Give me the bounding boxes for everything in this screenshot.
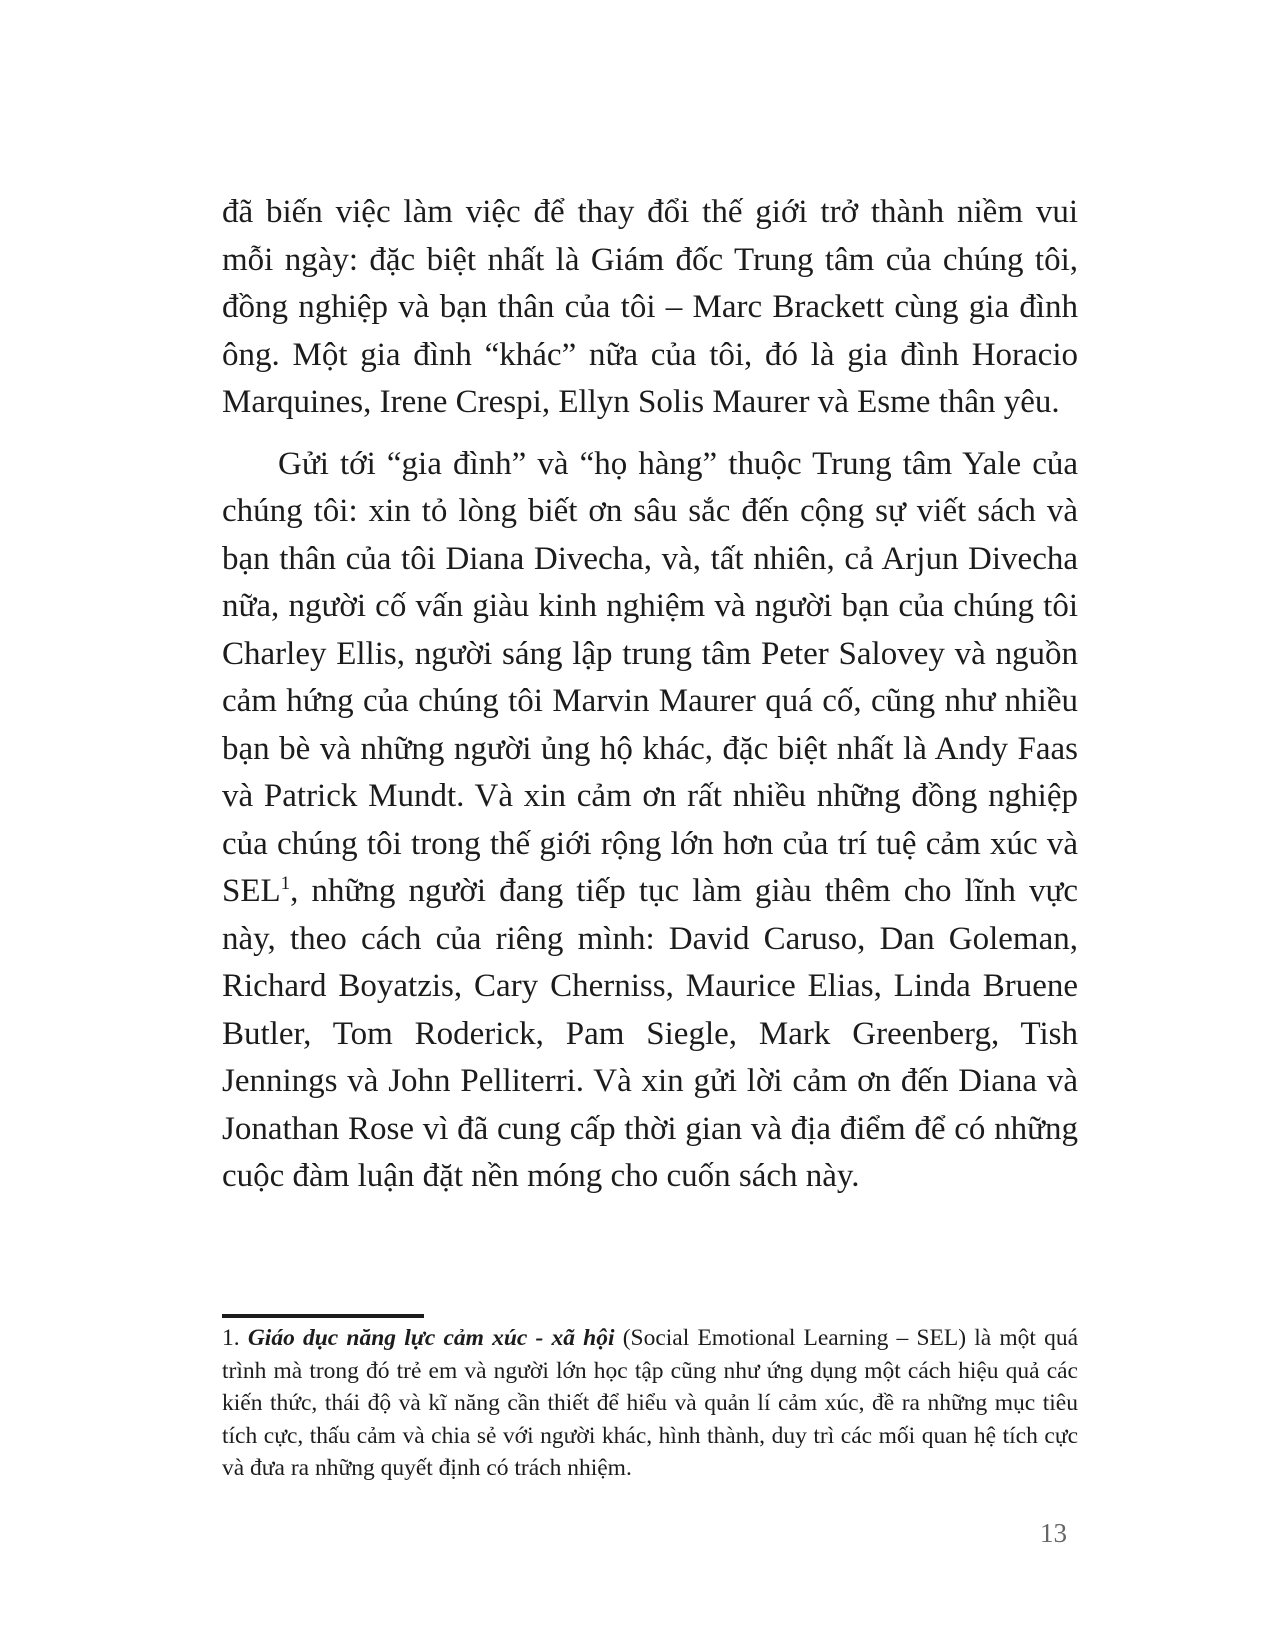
paragraph-2-text-end: , những người đang tiếp tục làm giàu thêm cho lĩnh vực này, theo cách của riêng mình: David Caruso, Dan Goleman, Richard Boyatzis, Cary Cherniss, Maurice Elias, Linda Bruene Butler, Tom Roderick, Pam Siegle, Mark Greenberg, Tish Jennings và John Pelliterri. Và xin gửi lời cảm ơn đến Diana và Jonathan Rose vì đã cung cấp thời gian và địa điểm để có những cuộc đàm luận đặt nền móng cho cuốn sách này.: [222, 873, 1078, 1194]
footnote-reference: 1: [280, 873, 291, 894]
paragraph: [222, 189, 1078, 427]
main-text: [222, 189, 1078, 1201]
footnote-term: Giáo dục năng lực cảm xúc - xã hội: [247, 1325, 615, 1351]
footnote-number: 1.: [222, 1325, 240, 1351]
footnote: [222, 1322, 1078, 1485]
footnote-text: (Social Emotional Learning – SEL) là một quá trình mà trong đó trẻ em và người lớn học tập cũng như ứng dụng một cách hiệu quả các kiến thức, thái độ và kĩ năng cần thiết để hiểu và quản lí cảm xúc, đề ra những mục tiêu tích cực, thấu cảm và chia sẻ với người khác, hình thành, duy trì các mối quan hệ tích cực và đưa ra những quyết định có trách nhiệm.: [222, 1325, 1079, 1481]
paragraph-2-text-start: Gửi tới “gia đình” và “họ hàng” thuộc Trung tâm Yale của chúng tôi: xin tỏ lòng biết ơn sâu sắc đến cộng sự viết sách và bạn thân của tôi Diana Divecha, và, tất nhiên, cả Arjun Divecha nữa, người cố vấn giàu kinh nghiệm và người bạn của chúng tôi Charley Ellis, người sáng lập trung tâm Peter Salovey và nguồn cảm hứng của chúng tôi Marvin Maurer quá cố, cũng như nhiều bạn bè và những người ủng hộ khác, đặc biệt nhất là Andy Faas và Patrick Mundt. Và xin cảm ơn rất nhiều những đồng nghiệp của chúng tôi trong thế giới rộng lớn hơn của trí tuệ cảm xúc và SEL: [222, 445, 1078, 909]
paragraph: [222, 441, 1078, 1201]
page-number: 13: [1040, 1518, 1067, 1548]
paragraph-1-text: đã biến việc làm việc để thay đổi thế giới trở thành niềm vui mỗi ngày: đặc biệt nhất là Giám đốc Trung tâm của chúng tôi, đồng nghiệp và bạn thân của tôi – Marc Brackett cùng gia đình ông. Một gia đình “khác” nữa của tôi, đó là gia đình Horacio Marquines, Irene Crespi, Ellyn Solis Maurer và Esme thân yêu.: [222, 194, 1078, 420]
footnote-divider: [222, 1314, 424, 1318]
